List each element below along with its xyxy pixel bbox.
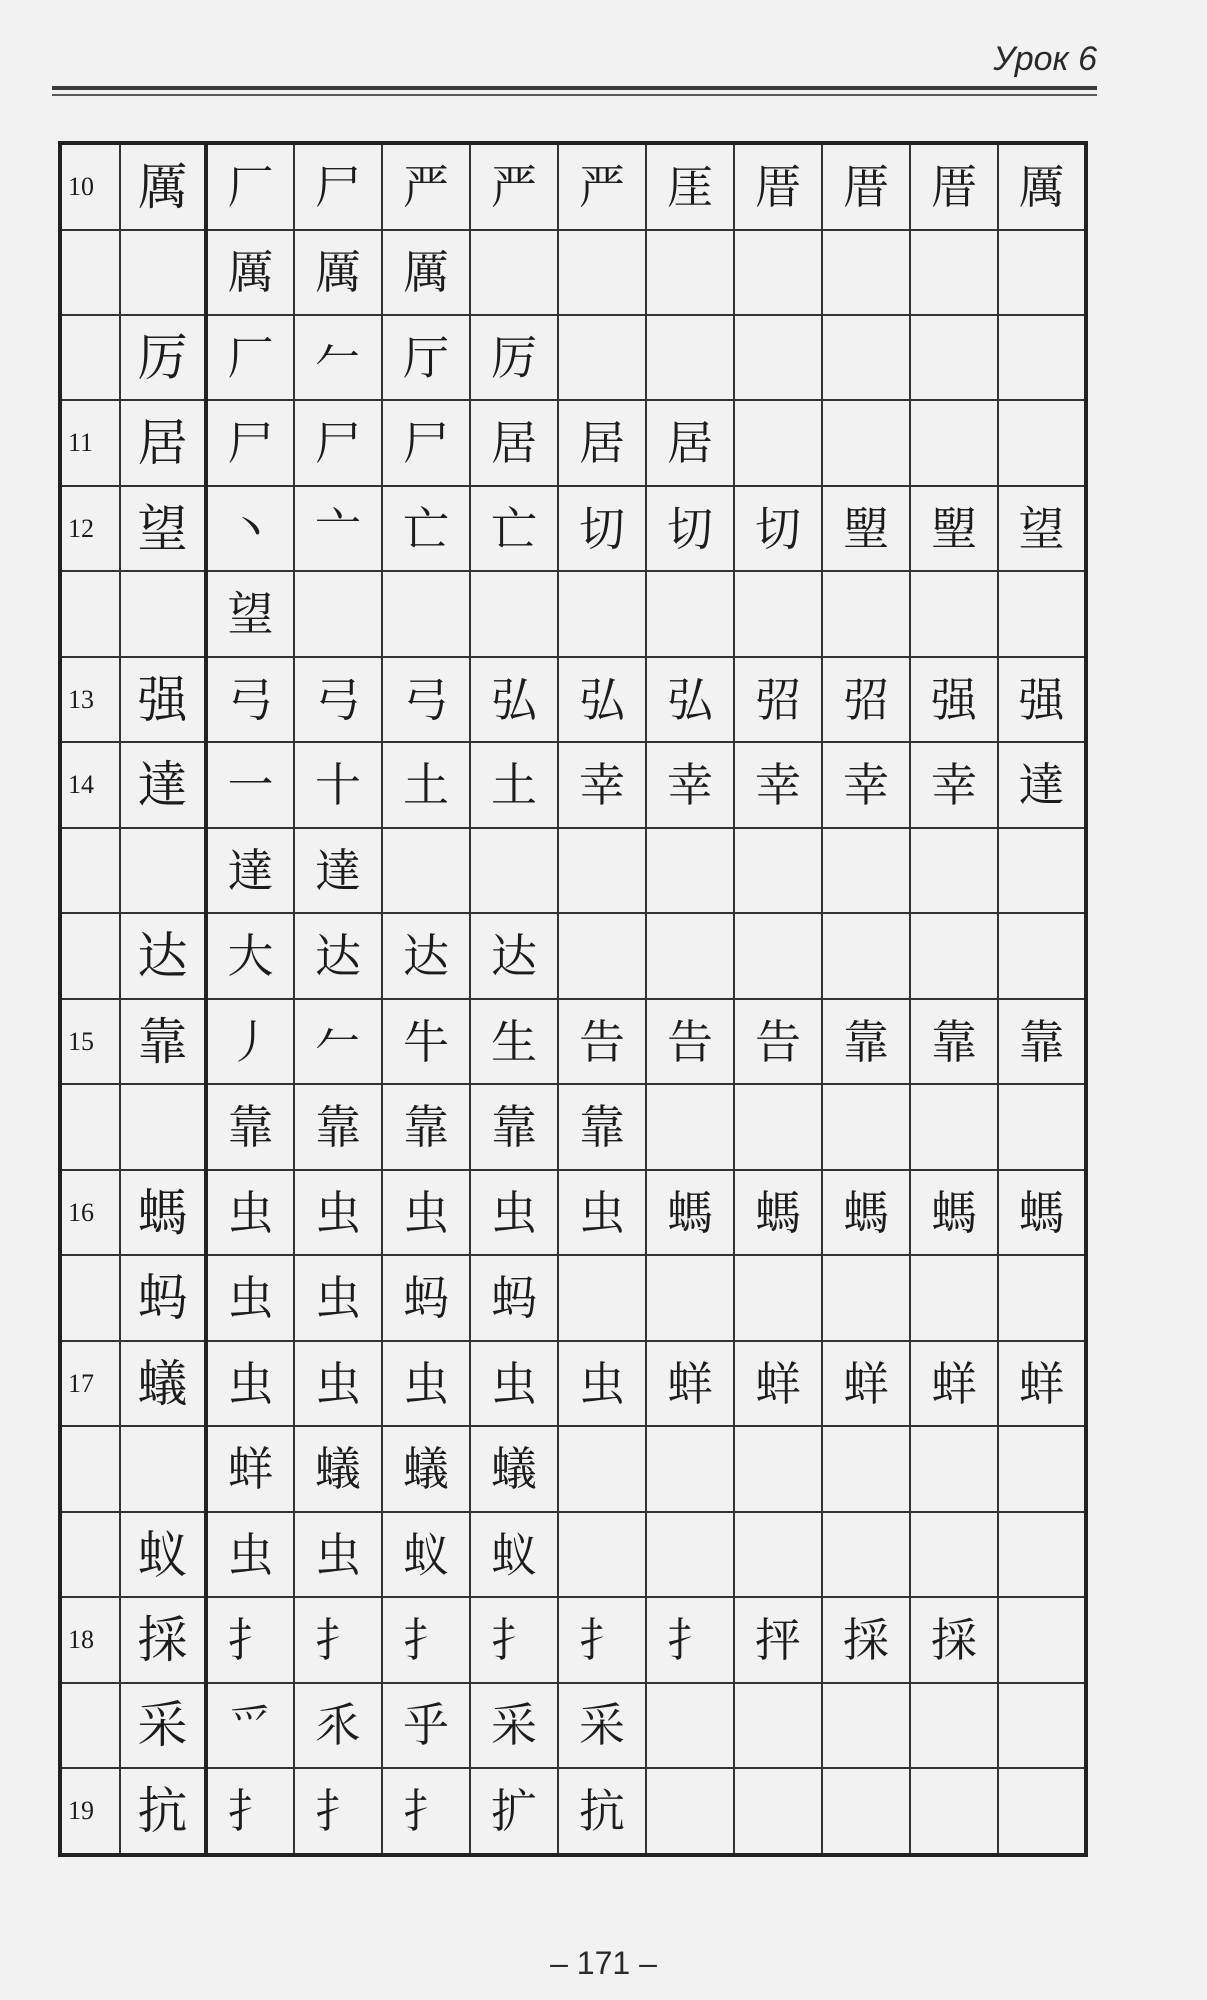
stroke-step: 達 — [206, 828, 294, 913]
stroke-step: 扌 — [558, 1597, 646, 1682]
row-number: 13 — [60, 657, 120, 742]
stroke-step — [734, 571, 822, 656]
stroke-step: 扌 — [382, 1597, 470, 1682]
target-character: 采 — [120, 1683, 206, 1768]
stroke-step — [998, 571, 1086, 656]
stroke-step — [822, 230, 910, 315]
stroke-step: 虫 — [206, 1255, 294, 1340]
stroke-step: 虫 — [206, 1341, 294, 1426]
stroke-step — [998, 1255, 1086, 1340]
stroke-step: 厲 — [206, 230, 294, 315]
stroke-step: 蛘 — [998, 1341, 1086, 1426]
stroke-step: 虫 — [558, 1170, 646, 1255]
stroke-step: 严 — [382, 143, 470, 230]
stroke-step — [646, 1426, 734, 1511]
stroke-step: 告 — [646, 999, 734, 1084]
table-row — [60, 1512, 1086, 1597]
stroke-step: 靠 — [822, 999, 910, 1084]
stroke-step — [998, 315, 1086, 400]
target-character: 望 — [120, 486, 206, 571]
header-rule-thick — [52, 86, 1097, 90]
row-number — [60, 828, 120, 913]
stroke-step: 靠 — [206, 1084, 294, 1169]
stroke-step: 达 — [294, 913, 382, 998]
target-character — [120, 1426, 206, 1511]
stroke-step — [734, 1768, 822, 1855]
stroke-step: 蛘 — [646, 1341, 734, 1426]
target-character — [120, 571, 206, 656]
stroke-step: 尸 — [294, 143, 382, 230]
stroke-step: 尸 — [382, 400, 470, 485]
stroke-step — [998, 230, 1086, 315]
stroke-step: 亡 — [470, 486, 558, 571]
stroke-step: 强 — [910, 657, 998, 742]
stroke-step: 厅 — [382, 315, 470, 400]
stroke-step: 弨 — [822, 657, 910, 742]
stroke-step: 虫 — [470, 1341, 558, 1426]
stroke-step: 弓 — [206, 657, 294, 742]
table-row — [60, 1084, 1086, 1169]
stroke-step: 切 — [646, 486, 734, 571]
stroke-step: 达 — [470, 913, 558, 998]
stroke-step: 厉 — [470, 315, 558, 400]
target-character — [120, 828, 206, 913]
row-number — [60, 315, 120, 400]
stroke-step — [998, 400, 1086, 485]
stroke-step: 厓 — [646, 143, 734, 230]
row-number: 15 — [60, 999, 120, 1084]
target-character: 蟻 — [120, 1341, 206, 1426]
stroke-step — [910, 400, 998, 485]
stroke-step: 蛘 — [910, 1341, 998, 1426]
table-row — [60, 315, 1086, 400]
stroke-step — [734, 1084, 822, 1169]
stroke-step: 土 — [470, 742, 558, 827]
stroke-step — [470, 571, 558, 656]
stroke-step — [998, 1597, 1086, 1682]
stroke-step — [822, 1255, 910, 1340]
stroke-step: 採 — [822, 1597, 910, 1682]
stroke-step: 達 — [998, 742, 1086, 827]
table-row — [60, 1597, 1086, 1682]
stroke-step — [910, 1084, 998, 1169]
stroke-step — [910, 230, 998, 315]
stroke-step: 弘 — [646, 657, 734, 742]
stroke-step: 𠂉 — [294, 999, 382, 1084]
stroke-step: 爫 — [206, 1683, 294, 1768]
target-character: 達 — [120, 742, 206, 827]
stroke-step — [998, 1768, 1086, 1855]
stroke-step — [734, 230, 822, 315]
stroke-step — [646, 230, 734, 315]
stroke-step — [822, 1768, 910, 1855]
stroke-step: 虫 — [206, 1512, 294, 1597]
stroke-step — [558, 230, 646, 315]
stroke-step: 蚁 — [470, 1512, 558, 1597]
stroke-step: 蚂 — [382, 1255, 470, 1340]
table-row — [60, 143, 1086, 230]
stroke-step — [734, 1426, 822, 1511]
table-row — [60, 999, 1086, 1084]
stroke-step: 蚂 — [470, 1255, 558, 1340]
row-number — [60, 230, 120, 315]
stroke-step: 强 — [998, 657, 1086, 742]
stroke-step: 幸 — [646, 742, 734, 827]
stroke-step: 虫 — [294, 1341, 382, 1426]
stroke-step: 靠 — [910, 999, 998, 1084]
header-rule-thin — [52, 94, 1097, 96]
stroke-step — [646, 1512, 734, 1597]
stroke-step: 望 — [998, 486, 1086, 571]
table-row — [60, 1683, 1086, 1768]
stroke-step: 虫 — [382, 1170, 470, 1255]
stroke-step — [470, 230, 558, 315]
target-character: 厲 — [120, 143, 206, 230]
row-number — [60, 1512, 120, 1597]
stroke-step — [734, 400, 822, 485]
stroke-step — [910, 828, 998, 913]
stroke-step: 朢 — [910, 486, 998, 571]
table-row — [60, 1170, 1086, 1255]
stroke-step — [910, 1426, 998, 1511]
table-row — [60, 657, 1086, 742]
stroke-step: 幸 — [734, 742, 822, 827]
stroke-step: 蟻 — [382, 1426, 470, 1511]
stroke-step — [646, 913, 734, 998]
stroke-step — [822, 1683, 910, 1768]
stroke-step — [382, 571, 470, 656]
stroke-step: 蛘 — [822, 1341, 910, 1426]
stroke-step — [646, 315, 734, 400]
stroke-step — [822, 571, 910, 656]
target-character: 蚁 — [120, 1512, 206, 1597]
row-number: 14 — [60, 742, 120, 827]
stroke-step — [998, 1084, 1086, 1169]
stroke-step — [998, 828, 1086, 913]
stroke-step: 蛘 — [734, 1341, 822, 1426]
stroke-step: 乑 — [294, 1683, 382, 1768]
stroke-step: 幸 — [558, 742, 646, 827]
stroke-step — [910, 315, 998, 400]
stroke-step — [558, 1426, 646, 1511]
stroke-step: 螞 — [734, 1170, 822, 1255]
stroke-step: 靠 — [294, 1084, 382, 1169]
stroke-step — [734, 913, 822, 998]
stroke-step: 螞 — [822, 1170, 910, 1255]
stroke-step: 扌 — [470, 1597, 558, 1682]
stroke-step: 弨 — [734, 657, 822, 742]
stroke-step: 靠 — [998, 999, 1086, 1084]
table-row — [60, 913, 1086, 998]
row-number: 12 — [60, 486, 120, 571]
stroke-step — [382, 828, 470, 913]
row-number — [60, 1084, 120, 1169]
stroke-step — [558, 1512, 646, 1597]
stroke-step — [558, 913, 646, 998]
stroke-step — [822, 828, 910, 913]
stroke-step — [822, 400, 910, 485]
row-number: 16 — [60, 1170, 120, 1255]
stroke-step: 居 — [470, 400, 558, 485]
stroke-step: 严 — [470, 143, 558, 230]
stroke-step — [910, 1683, 998, 1768]
stroke-step: 虫 — [558, 1341, 646, 1426]
stroke-step: 厲 — [382, 230, 470, 315]
stroke-step: 螞 — [646, 1170, 734, 1255]
stroke-step — [646, 1683, 734, 1768]
stroke-step — [822, 1084, 910, 1169]
stroke-step — [646, 1768, 734, 1855]
stroke-step: 居 — [558, 400, 646, 485]
stroke-step: 采 — [470, 1683, 558, 1768]
stroke-step: 丶 — [206, 486, 294, 571]
stroke-step: 居 — [646, 400, 734, 485]
target-character: 螞 — [120, 1170, 206, 1255]
stroke-step — [294, 571, 382, 656]
stroke-step — [646, 1084, 734, 1169]
stroke-step: 切 — [734, 486, 822, 571]
target-character: 採 — [120, 1597, 206, 1682]
row-number — [60, 1426, 120, 1511]
stroke-step: 達 — [294, 828, 382, 913]
stroke-step: 螞 — [998, 1170, 1086, 1255]
table-row — [60, 400, 1086, 485]
stroke-step: 亡 — [382, 486, 470, 571]
stroke-step: 厝 — [734, 143, 822, 230]
stroke-step: 牛 — [382, 999, 470, 1084]
stroke-step: 厝 — [910, 143, 998, 230]
stroke-step — [910, 913, 998, 998]
stroke-step: 抗 — [558, 1768, 646, 1855]
stroke-step — [910, 1768, 998, 1855]
stroke-step: 扩 — [470, 1768, 558, 1855]
stroke-step — [910, 1512, 998, 1597]
stroke-step: 扌 — [294, 1768, 382, 1855]
row-number: 17 — [60, 1341, 120, 1426]
stroke-step: 幸 — [822, 742, 910, 827]
stroke-step: 蛘 — [206, 1426, 294, 1511]
stroke-step: 扌 — [382, 1768, 470, 1855]
stroke-step — [998, 913, 1086, 998]
lesson-header: Урок 6 — [993, 40, 1097, 78]
stroke-step — [734, 828, 822, 913]
target-character: 抗 — [120, 1768, 206, 1855]
stroke-step — [646, 571, 734, 656]
stroke-step: 弓 — [382, 657, 470, 742]
stroke-step: 蟻 — [470, 1426, 558, 1511]
stroke-step: 切 — [558, 486, 646, 571]
stroke-step — [558, 828, 646, 913]
stroke-step: 𠂉 — [294, 315, 382, 400]
row-number: 18 — [60, 1597, 120, 1682]
table-row — [60, 1426, 1086, 1511]
stroke-step — [734, 1255, 822, 1340]
stroke-step: 大 — [206, 913, 294, 998]
stroke-step: 告 — [734, 999, 822, 1084]
stroke-step: 采 — [558, 1683, 646, 1768]
stroke-step: 靠 — [470, 1084, 558, 1169]
stroke-step: 厝 — [822, 143, 910, 230]
table-row — [60, 828, 1086, 913]
stroke-step — [910, 1255, 998, 1340]
stroke-step: 厲 — [998, 143, 1086, 230]
stroke-step: 扌 — [206, 1597, 294, 1682]
stroke-step — [822, 913, 910, 998]
stroke-step — [646, 1255, 734, 1340]
stroke-step — [734, 1683, 822, 1768]
stroke-step — [998, 1683, 1086, 1768]
stroke-step: 朢 — [822, 486, 910, 571]
target-character: 居 — [120, 400, 206, 485]
stroke-step: 望 — [206, 571, 294, 656]
stroke-step: 生 — [470, 999, 558, 1084]
stroke-step: 丿 — [206, 999, 294, 1084]
page-number: – 171 – — [550, 1945, 657, 1981]
stroke-step: 弘 — [558, 657, 646, 742]
stroke-step: 尸 — [206, 400, 294, 485]
row-number: 10 — [60, 143, 120, 230]
stroke-step — [822, 1512, 910, 1597]
stroke-step — [910, 571, 998, 656]
stroke-step: 採 — [910, 1597, 998, 1682]
stroke-step: 严 — [558, 143, 646, 230]
stroke-step — [558, 315, 646, 400]
stroke-step: 虫 — [470, 1170, 558, 1255]
target-character — [120, 1084, 206, 1169]
stroke-step — [470, 828, 558, 913]
stroke-step: 螞 — [910, 1170, 998, 1255]
target-character: 厉 — [120, 315, 206, 400]
stroke-step: 十 — [294, 742, 382, 827]
stroke-step: 扌 — [206, 1768, 294, 1855]
row-number — [60, 1683, 120, 1768]
stroke-step: 亠 — [294, 486, 382, 571]
table-row — [60, 1255, 1086, 1340]
stroke-step: 尸 — [294, 400, 382, 485]
stroke-step: 幸 — [910, 742, 998, 827]
stroke-step: 乎 — [382, 1683, 470, 1768]
stroke-step: 虫 — [294, 1512, 382, 1597]
stroke-step — [646, 828, 734, 913]
target-character: 强 — [120, 657, 206, 742]
stroke-step — [822, 315, 910, 400]
stroke-step: 蟻 — [294, 1426, 382, 1511]
stroke-step: 土 — [382, 742, 470, 827]
stroke-order-table — [58, 141, 1088, 1857]
target-character: 达 — [120, 913, 206, 998]
row-number: 19 — [60, 1768, 120, 1855]
stroke-step: 靠 — [558, 1084, 646, 1169]
row-number — [60, 913, 120, 998]
row-number: 11 — [60, 400, 120, 485]
table-row — [60, 742, 1086, 827]
stroke-step — [822, 1426, 910, 1511]
table-row — [60, 1768, 1086, 1855]
stroke-step: 虫 — [294, 1170, 382, 1255]
target-character — [120, 230, 206, 315]
stroke-step: 弘 — [470, 657, 558, 742]
table-row — [60, 230, 1086, 315]
stroke-step: 虫 — [382, 1341, 470, 1426]
row-number — [60, 571, 120, 656]
stroke-step — [558, 571, 646, 656]
stroke-step — [734, 1512, 822, 1597]
table-row — [60, 486, 1086, 571]
stroke-step: 抨 — [734, 1597, 822, 1682]
stroke-step: 厲 — [294, 230, 382, 315]
table-row — [60, 571, 1086, 656]
stroke-step: 一 — [206, 742, 294, 827]
stroke-step: 厂 — [206, 315, 294, 400]
stroke-step: 扌 — [646, 1597, 734, 1682]
stroke-step: 达 — [382, 913, 470, 998]
stroke-step: 虫 — [206, 1170, 294, 1255]
table-row — [60, 1341, 1086, 1426]
stroke-step: 厂 — [206, 143, 294, 230]
stroke-step: 弓 — [294, 657, 382, 742]
stroke-step: 靠 — [382, 1084, 470, 1169]
target-character: 蚂 — [120, 1255, 206, 1340]
stroke-step — [998, 1426, 1086, 1511]
target-character: 靠 — [120, 999, 206, 1084]
stroke-step — [558, 1255, 646, 1340]
stroke-step — [998, 1512, 1086, 1597]
stroke-step: 告 — [558, 999, 646, 1084]
row-number — [60, 1255, 120, 1340]
stroke-step: 虫 — [294, 1255, 382, 1340]
stroke-step: 蚁 — [382, 1512, 470, 1597]
stroke-step — [734, 315, 822, 400]
stroke-step: 扌 — [294, 1597, 382, 1682]
